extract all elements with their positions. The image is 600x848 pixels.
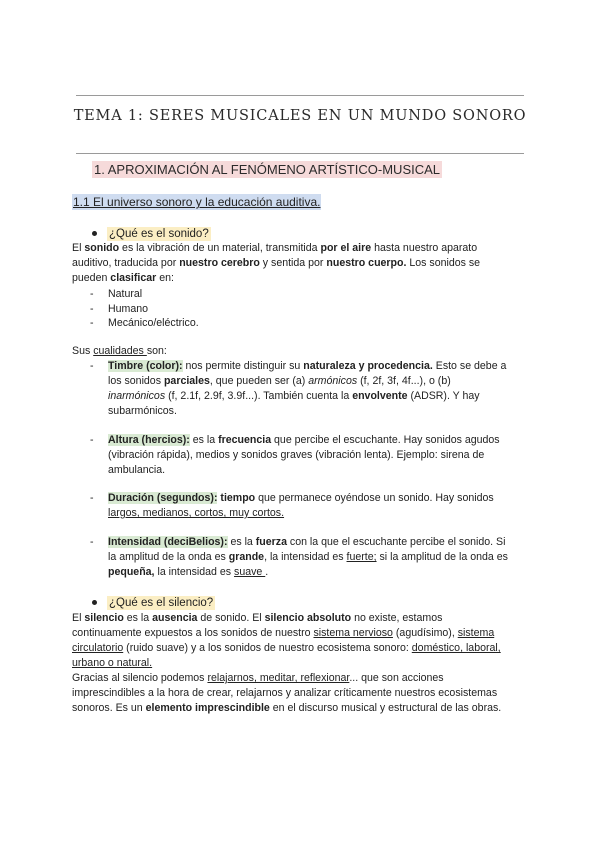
question-silencio: ¿Qué es el silencio?: [92, 597, 215, 609]
bullet-icon: [92, 600, 97, 605]
class-item: - Natural: [90, 288, 143, 300]
question-sonido: ¿Qué es el sonido?: [92, 228, 211, 240]
duracion-item: - Duración (segundos): tiempo que permanece oyéndose un sonido. Hay sonidos largos, medianos, cortos, muy cortos.: [90, 492, 494, 519]
qualities-intro: Sus cualidades son:: [72, 345, 167, 357]
section-heading: 1. APROXIMACIÓN AL FENÓMENO ARTÍSTICO-MUSICAL: [94, 162, 441, 177]
sonido-paragraph: El sonido es la vibración de un material, transmitida por el aire hasta nuestro aparato auditivo, traducida por nuestro cerebro y sentida por nuestro cuerpo. Los sonidos se pueden clasificar en:: [72, 242, 481, 284]
title-rule: [76, 153, 524, 154]
intensidad-item: - Intensidad (deciBelios): es la fuerza con la que el escuchante percibe el sonido. Si la amplitud de la onda es grande, la intensidad es fuerte; si la amplitud de la onda es pequeña, la intensidad es suave .: [90, 536, 508, 578]
altura-item: - Altura (hercios): es la frecuencia que percibe el escuchante. Hay sonidos agudos (vibración rápida), medios y sonidos graves (vibración lenta). Ejemplo: sirena de ambulancia.: [90, 434, 500, 476]
top-rule: [76, 95, 524, 96]
page-title: TEMA 1: SERES MUSICALES EN UN MUNDO SONORO: [73, 108, 527, 124]
class-item: - Humano: [90, 303, 149, 315]
bullet-icon: [92, 231, 97, 236]
timbre-item: - Timbre (color): nos permite distinguir su naturaleza y procedencia. Esto se debe a los sonidos parciales, que pueden ser (a) armónicos (f, 2f, 3f, 4f...), o (b) inarmónicos (f, 2.1f, 2.9f, 3.9f...). También cuenta la envolvente (ADSR). Y hay subarmónicos.: [90, 360, 507, 417]
subsection-heading: 1.1 El universo sonoro y la educación auditiva.: [73, 195, 321, 209]
silencio-paragraph: El silencio es la ausencia de sonido. El silencio absoluto no existe, estamos continuamente expuestos a los sonidos de nuestro sistema nervioso (agudísimo), sistema circulatorio (ruido suave) y a los sonidos de nuestro ecosistema sonoro: doméstico, laboral, urbano o natural. Gracias al silencio podemos relajarnos, meditar, reflexionar... que son acciones imprescindibles a la hora de crear, relajarnos y analizar críticamente nuestros ecosistemas sonoros. Es un elemento imprescindible en el discurso musical y estructural de las obras.: [72, 612, 502, 714]
class-item: - Mecánico/eléctrico.: [90, 317, 199, 329]
